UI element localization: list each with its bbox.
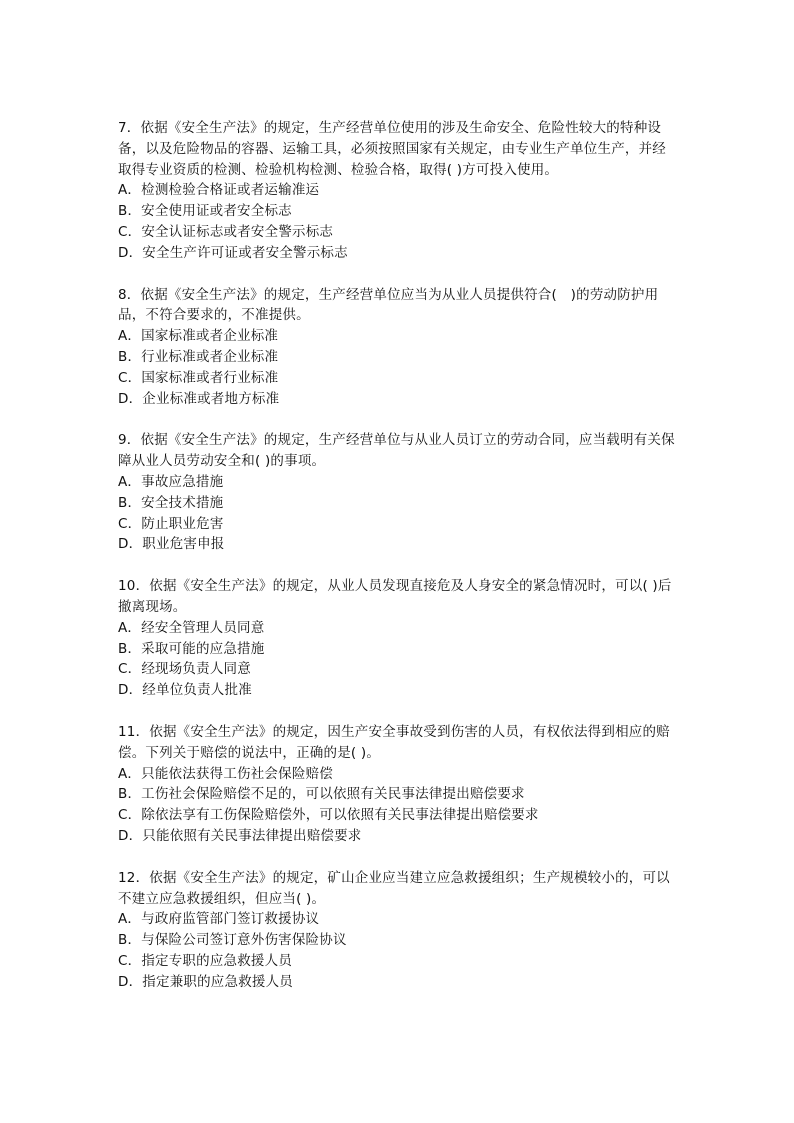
option-b: B．安全技术措施 xyxy=(118,494,224,511)
option-d: D．经单位负责人批准 xyxy=(118,682,252,699)
question-stem: 8．依据《安全生产法》的规定，生产经营单位应当为从业人员提供符合( )的劳动防护用品，不符合要求的，不准提供。 xyxy=(118,286,659,324)
option-b: B．采取可能的应急措施 xyxy=(118,640,265,657)
option-a: A．国家标准或者企业标准 xyxy=(118,328,279,345)
option-d: D．安全生产许可证或者安全警示标志 xyxy=(118,244,348,261)
option-a: A．检测检验合格证或者运输准运 xyxy=(118,182,320,199)
option-b: B．行业标准或者企业标准 xyxy=(118,348,279,365)
document-page xyxy=(118,118,678,1013)
question-stem: 11．依据《安全生产法》的规定，因生产安全事故受到伤害的人员，有权依法得到相应的赔偿。下列关于赔偿的说法中，正确的是( )。 xyxy=(118,723,670,761)
option-c: C．指定专职的应急救援人员 xyxy=(118,952,293,969)
question-8 xyxy=(118,285,678,410)
question-12 xyxy=(118,868,678,993)
option-c: C．除依法享有工伤保险赔偿外，可以依照有关民事法律提出赔偿要求 xyxy=(118,807,539,824)
option-d: D．只能依照有关民事法律提出赔偿要求 xyxy=(118,827,362,844)
option-a: A．与政府监管部门签订救援协议 xyxy=(118,911,320,928)
question-stem: 7．依据《安全生产法》的规定，生产经营单位使用的涉及生命安全、危险性较大的特种设备，以及危险物品的容器、运输工具，必须按照国家有关规定，由专业生产单位生产，并经取得专业资质的检测、检验机构检测、检验合格，取得( )方可投入使用。 xyxy=(118,120,666,178)
option-a: A．经安全管理人员同意 xyxy=(118,619,265,636)
option-d: D．指定兼职的应急救援人员 xyxy=(118,973,293,990)
option-a: A．事故应急措施 xyxy=(118,473,224,490)
option-c: C．安全认证标志或者安全警示标志 xyxy=(118,223,334,240)
question-9 xyxy=(118,430,678,555)
question-10 xyxy=(118,576,678,701)
question-stem: 12．依据《安全生产法》的规定，矿山企业应当建立应急救援组织；生产规模较小的，可以不建立应急救援组织，但应当( )。 xyxy=(118,869,670,907)
option-c: C．防止职业危害 xyxy=(118,515,224,532)
option-c: C．经现场负责人同意 xyxy=(118,661,251,678)
option-b: B．安全使用证或者安全标志 xyxy=(118,203,292,220)
option-b: B．与保险公司签订意外伤害保险协议 xyxy=(118,932,347,949)
option-b: B．工伤社会保险赔偿不足的，可以依照有关民事法律提出赔偿要求 xyxy=(118,786,525,803)
question-11 xyxy=(118,722,678,847)
option-c: C．国家标准或者行业标准 xyxy=(118,369,279,386)
question-stem: 9．依据《安全生产法》的规定，生产经营单位与从业人员订立的劳动合同，应当载明有关保障从业人员劳动安全和( )的事项。 xyxy=(118,432,675,470)
question-stem: 10．依据《安全生产法》的规定，从业人员发现直接危及人身安全的紧急情况时，可以( )后撤离现场。 xyxy=(118,578,672,615)
option-d: D．企业标准或者地方标准 xyxy=(118,390,280,407)
option-d: D．职业危害申报 xyxy=(118,536,225,553)
option-a: A．只能依法获得工伤社会保险赔偿 xyxy=(118,765,333,782)
question-7 xyxy=(118,118,678,264)
